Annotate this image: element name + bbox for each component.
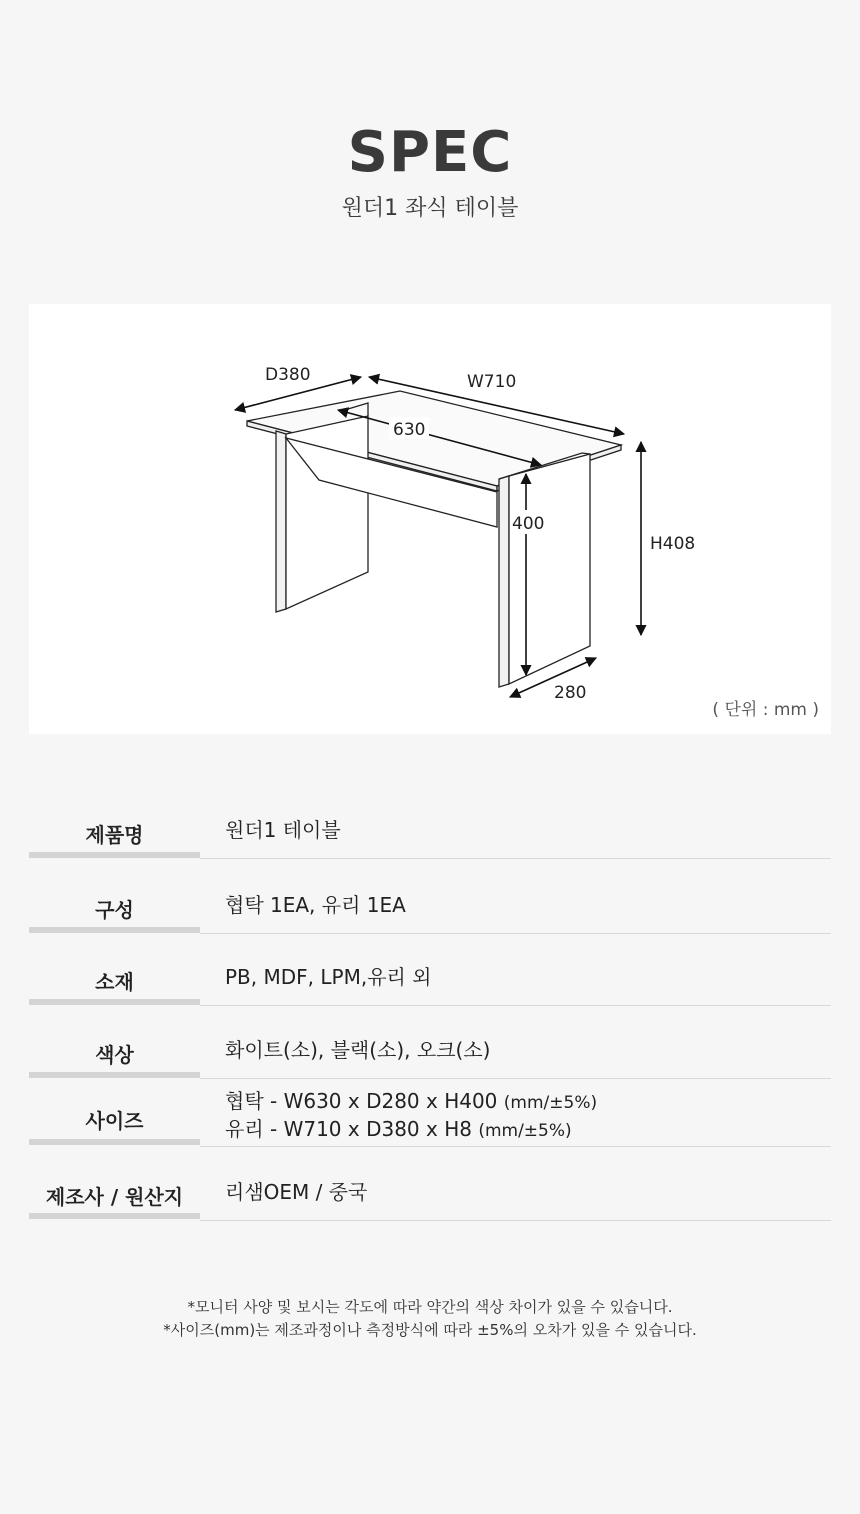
- spec-value: 리샘OEM / 중국: [225, 1180, 368, 1204]
- disclaimer-notes: [0, 1296, 860, 1342]
- spec-label: 소재: [95, 970, 134, 994]
- dimension-diagram: [29, 304, 831, 734]
- row-divider-thick: [29, 999, 200, 1005]
- spec-value-line-2: [225, 1115, 572, 1145]
- width-label: W710: [467, 372, 517, 392]
- spec-label: 구성: [95, 898, 134, 922]
- spec-value-line-1: [225, 1087, 597, 1117]
- size-main: 협탁 - W630 x D280 x H400: [225, 1089, 498, 1113]
- height-label: H408: [650, 534, 696, 554]
- spec-value: 원더1 테이블: [225, 818, 341, 842]
- table-drawing: [29, 304, 831, 734]
- spec-value: 화이트(소), 블랙(소), 오크(소): [225, 1038, 491, 1062]
- size-tolerance: (mm/±5%): [478, 1121, 572, 1141]
- page-title: SPEC: [347, 120, 513, 185]
- spec-label: 제품명: [85, 823, 144, 847]
- row-divider: [200, 1220, 831, 1221]
- row-divider-thick: [29, 1213, 200, 1219]
- row-divider-thick: [29, 927, 200, 933]
- spec-value: 협탁 1EA, 유리 1EA: [225, 893, 406, 917]
- row-divider: [200, 1005, 831, 1006]
- leg-height-label: 400: [512, 514, 545, 534]
- row-divider: [200, 933, 831, 934]
- row-divider-thick: [29, 852, 200, 858]
- depth-label: D380: [265, 365, 311, 385]
- inner-width-label: 630: [393, 420, 426, 440]
- row-divider-thick: [29, 1139, 200, 1145]
- row-divider: [200, 1146, 831, 1147]
- spec-label: 색상: [95, 1043, 134, 1067]
- spec-label: 사이즈: [85, 1109, 144, 1133]
- spec-value: PB, MDF, LPM,유리 외: [225, 965, 432, 989]
- leg-depth-label: 280: [554, 683, 587, 703]
- note-size: *사이즈(mm)는 제조과정이나 측정방식에 따라 ±5%의 오차가 있을 수 있습니다.: [163, 1321, 697, 1339]
- size-main: 유리 - W710 x D380 x H8: [225, 1117, 472, 1141]
- spec-label: 제조사 / 원산지: [45, 1185, 184, 1209]
- row-divider: [200, 1078, 831, 1079]
- size-tolerance: (mm/±5%): [503, 1093, 598, 1113]
- row-divider: [200, 858, 831, 859]
- product-subtitle: 원더1 좌식 테이블: [341, 196, 519, 221]
- unit-note: ( 단위 : mm ): [712, 700, 819, 720]
- note-color: *모니터 사양 및 보시는 각도에 따라 약간의 색상 차이가 있을 수 있습니다.: [187, 1298, 673, 1316]
- row-divider-thick: [29, 1072, 200, 1078]
